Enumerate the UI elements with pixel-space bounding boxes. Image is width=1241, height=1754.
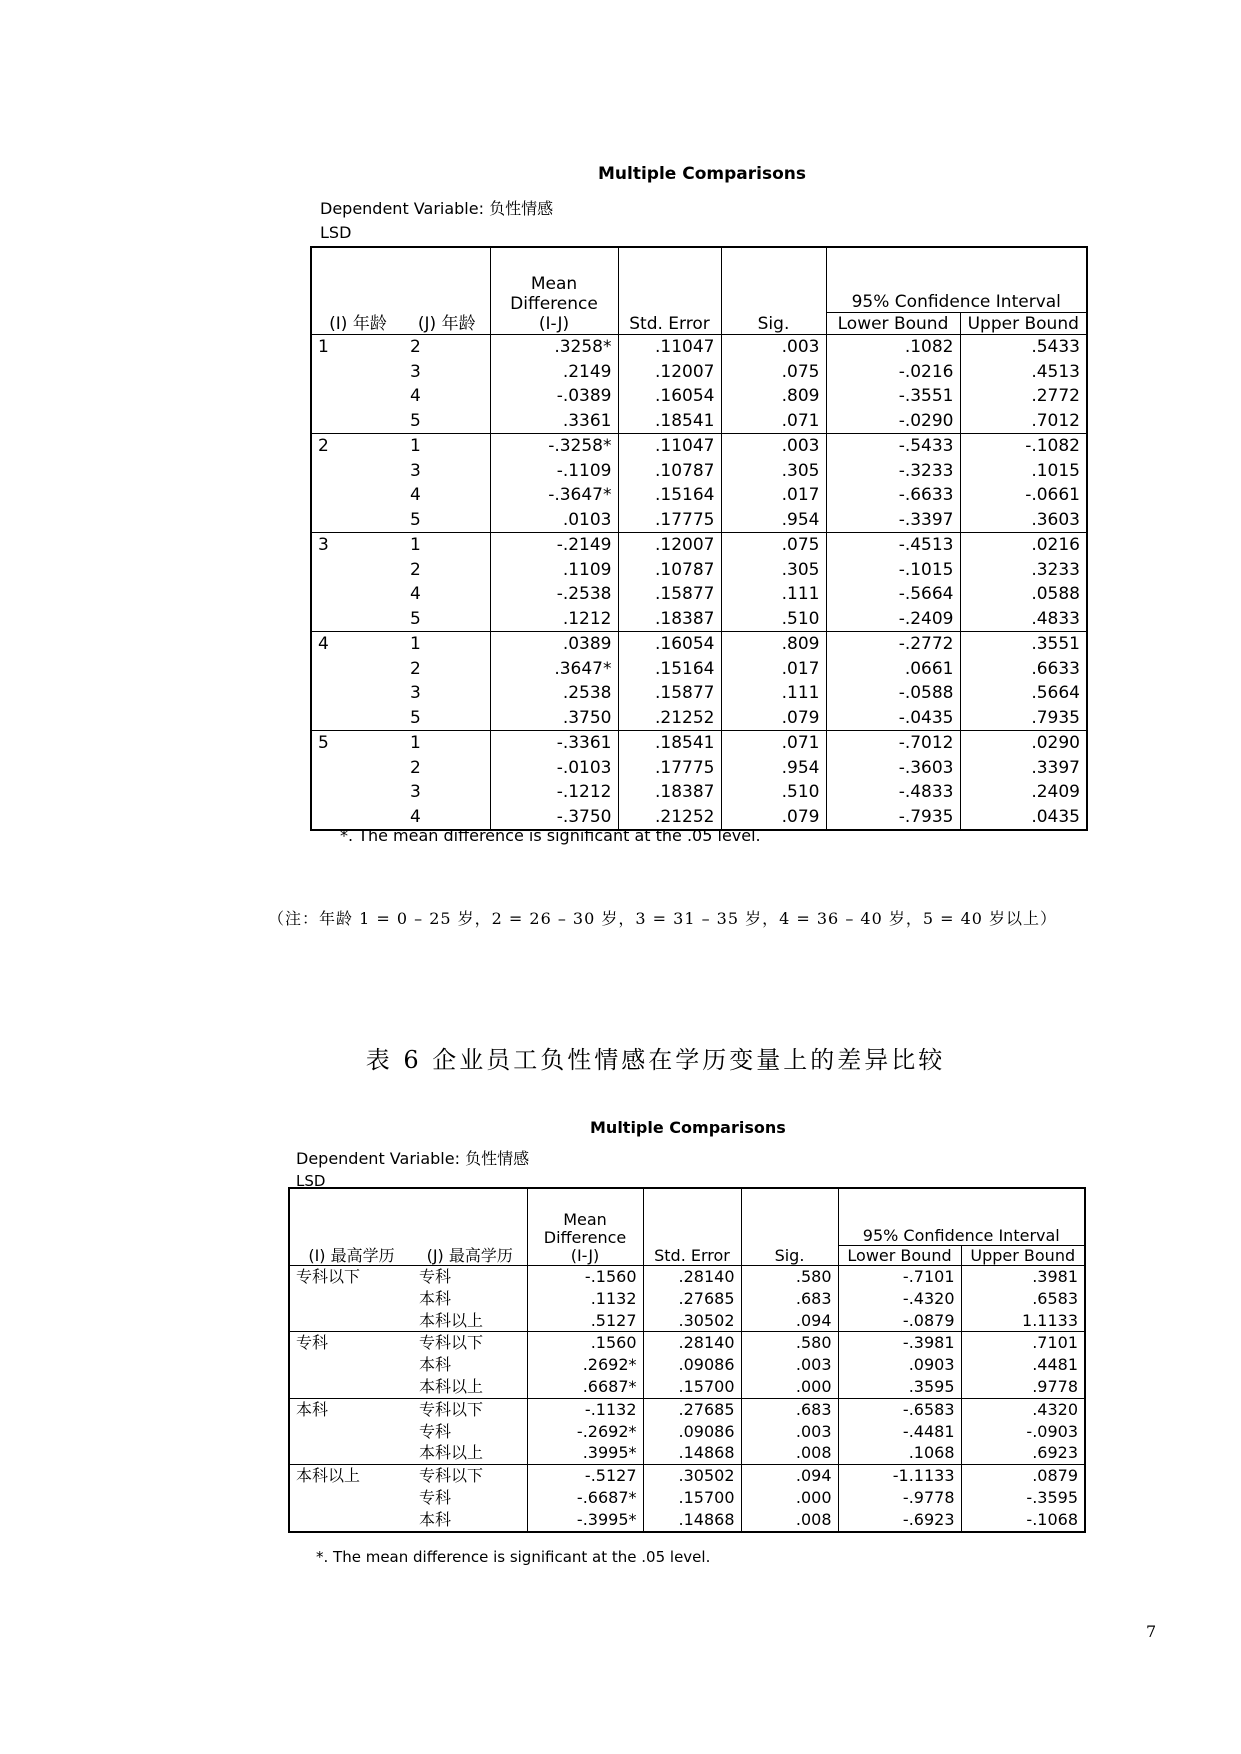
table-row (311, 434, 1087, 459)
table-row (289, 1288, 1085, 1310)
cell-std-error: .30502 (643, 1310, 741, 1332)
cell-mean-difference: .3361 (490, 409, 618, 434)
cell-group-i (311, 681, 404, 706)
cell-upper-bound: -.1082 (960, 434, 1087, 459)
cell-upper-bound: .0588 (1031, 584, 1080, 604)
cell-group-i: 3 (311, 533, 404, 558)
cell-sig: .683 (741, 1288, 838, 1310)
cell-group-j: 4 (404, 582, 490, 607)
table2-footnote: *. The mean difference is significant at the .05 level. (316, 1548, 711, 1566)
cell-std-error: .17775 (618, 756, 721, 781)
cell-upper-bound: .5433 (1031, 337, 1080, 357)
header-mean-line2: Difference (510, 294, 598, 314)
cell-mean-difference: -.1212 (490, 780, 618, 805)
cell-std-error: .11047 (618, 434, 721, 459)
header-mean-line2: Difference (543, 1228, 627, 1247)
table-row (289, 1354, 1085, 1376)
table-row (289, 1421, 1085, 1443)
cell-mean-difference: .1132 (527, 1288, 643, 1310)
header-upper-bound: Upper Bound (960, 312, 1087, 334)
cell-sig: .079 (721, 805, 826, 831)
cell-group-i (311, 508, 404, 533)
cell-mean-difference: -.1109 (490, 459, 618, 484)
cell-sig: .111 (721, 681, 826, 706)
table-row (289, 1332, 1085, 1354)
table-row (311, 681, 1087, 706)
cell-mean-difference: .5127 (527, 1310, 643, 1332)
table2-method: LSD (296, 1172, 326, 1190)
cell-upper-bound: .5664 (1031, 683, 1080, 703)
table-row (289, 1442, 1085, 1464)
cell-group-j: 本科 (413, 1509, 527, 1532)
cell-sig: .111 (721, 582, 826, 607)
table-row (311, 360, 1087, 385)
table-row (311, 706, 1087, 731)
cell-group-j: 专科以下 (413, 1332, 527, 1354)
cell-group-i (289, 1354, 413, 1376)
cell-mean-difference: .6687* (527, 1376, 643, 1398)
cell-mean-difference: -.3361 (490, 731, 618, 756)
cell-mean-difference: .2149 (490, 360, 618, 385)
cell-std-error: .15700 (643, 1487, 741, 1509)
header-mean-line3: (I-J) (570, 1246, 600, 1265)
cell-mean-difference: -.6687* (527, 1487, 643, 1509)
table-row (311, 607, 1087, 632)
table1-dependent-variable: Dependent Variable: 负性情感 (320, 199, 554, 218)
cell-sig: .305 (721, 459, 826, 484)
cell-upper-bound: -.0661 (1025, 485, 1080, 505)
cell-lower-bound: -.0290 (826, 409, 960, 434)
cell-group-j: 2 (404, 657, 490, 682)
table-row (311, 384, 1087, 409)
cell-std-error: .21252 (618, 706, 721, 731)
cell-std-error: .28140 (643, 1332, 741, 1354)
cell-upper-bound: .3233 (1031, 559, 1080, 580)
cell-group-j: 专科 (413, 1487, 527, 1509)
header-lower-bound: Lower Bound (826, 312, 960, 334)
cell-mean-difference: -.3258* (490, 434, 618, 459)
cell-std-error: .18541 (618, 409, 721, 434)
cell-std-error: .16054 (618, 632, 721, 657)
cell-group-j: 1 (404, 632, 490, 657)
cell-lower-bound: -.4320 (838, 1288, 961, 1310)
cell-sig: .003 (741, 1354, 838, 1376)
cell-sig: .075 (721, 360, 826, 385)
cell-lower-bound: -1.1133 (838, 1465, 961, 1487)
cell-group-i (289, 1487, 413, 1509)
cell-lower-bound: .1082 (826, 335, 960, 360)
cell-group-j: 3 (404, 780, 490, 805)
cell-group-j: 3 (404, 459, 490, 484)
cell-group-j: 2 (404, 756, 490, 781)
cell-group-j: 专科 (413, 1421, 527, 1443)
cell-group-i (289, 1421, 413, 1443)
table1-body (311, 335, 1087, 831)
header-upper-bound: Upper Bound (961, 1246, 1085, 1266)
cell-lower-bound: -.6583 (838, 1398, 961, 1420)
header-std-error: Std. Error (618, 247, 721, 335)
cell-std-error: .15877 (618, 582, 721, 607)
cell-group-i (289, 1509, 413, 1532)
cell-sig: .580 (741, 1266, 838, 1288)
cell-mean-difference: -.3750 (490, 805, 618, 831)
header-i: (I) 最高学历 (289, 1188, 413, 1266)
cell-group-i (311, 483, 404, 508)
table-row (311, 335, 1087, 360)
header-confidence-interval: 95% Confidence Interval (826, 247, 1087, 312)
table-row (289, 1465, 1085, 1487)
cell-sig: .003 (741, 1421, 838, 1443)
cell-group-j: 专科 (413, 1266, 527, 1288)
cell-upper-bound: .9778 (1032, 1376, 1078, 1396)
cell-upper-bound: .3397 (1031, 757, 1080, 778)
cell-group-j: 4 (404, 483, 490, 508)
cell-upper-bound: .0216 (960, 533, 1087, 558)
cell-group-j: 专科以下 (413, 1465, 527, 1487)
table-row (311, 508, 1087, 533)
cell-upper-bound: .6583 (1032, 1288, 1078, 1308)
cell-mean-difference: .0389 (490, 632, 618, 657)
cell-group-j: 5 (404, 607, 490, 632)
cell-group-j: 专科以下 (413, 1398, 527, 1420)
cell-lower-bound: -.7012 (826, 731, 960, 756)
cell-lower-bound: -.7101 (838, 1266, 961, 1288)
table-row (311, 756, 1087, 781)
cell-upper-bound: .0290 (960, 731, 1087, 756)
cell-group-i (311, 384, 404, 409)
cell-lower-bound: -.9778 (838, 1487, 961, 1509)
cell-group-i (311, 756, 404, 781)
comparison-table-age (310, 246, 1088, 831)
cell-upper-bound: .0435 (1031, 806, 1080, 827)
table-row (289, 1376, 1085, 1398)
cell-upper-bound: .7012 (1031, 410, 1080, 431)
cell-mean-difference: -.0103 (490, 756, 618, 781)
cell-std-error: .15164 (618, 657, 721, 682)
cell-sig: .683 (741, 1398, 838, 1420)
cell-sig: .094 (741, 1310, 838, 1332)
cell-group-j: 1 (404, 533, 490, 558)
cell-std-error: .12007 (618, 360, 721, 385)
cell-upper-bound: .6923 (1032, 1443, 1078, 1463)
cell-upper-bound: .4513 (1031, 361, 1080, 382)
header-i: (I) 年龄 (311, 247, 404, 335)
cell-mean-difference: .3995* (527, 1442, 643, 1464)
cell-upper-bound: .2409 (1031, 782, 1080, 802)
cell-upper-bound: .7101 (961, 1332, 1085, 1354)
cell-sig: .008 (741, 1442, 838, 1464)
header-mean-line3: (I-J) (538, 314, 570, 334)
cell-sig: .071 (721, 731, 826, 756)
cell-group-i: 本科 (289, 1398, 413, 1420)
header-std-error: Std. Error (643, 1188, 741, 1266)
header-mean-difference (490, 247, 618, 335)
table6-caption: 表 6 企业员工负性情感在学历变量上的差异比较 (365, 1046, 946, 1074)
table-row (289, 1509, 1085, 1532)
table-row (311, 731, 1087, 756)
cell-lower-bound: -.0435 (826, 706, 960, 731)
cell-std-error: .18387 (618, 607, 721, 632)
cell-lower-bound: -.0588 (826, 681, 960, 706)
table-row (311, 483, 1087, 508)
cell-std-error: .30502 (643, 1465, 741, 1487)
cell-sig: .954 (721, 756, 826, 781)
cell-mean-difference: -.2149 (490, 533, 618, 558)
cell-sig: .071 (721, 409, 826, 434)
cell-upper-bound: .2772 (1031, 386, 1080, 406)
cell-mean-difference: .1212 (490, 607, 618, 632)
table-row (289, 1398, 1085, 1420)
cell-lower-bound: -.3551 (826, 384, 960, 409)
cell-lower-bound: -.3603 (826, 756, 960, 781)
cell-std-error: .18541 (618, 731, 721, 756)
cell-sig: .510 (721, 780, 826, 805)
cell-sig: .809 (721, 384, 826, 409)
cell-lower-bound: -.1015 (826, 558, 960, 583)
cell-sig: .510 (721, 607, 826, 632)
cell-std-error: .15700 (643, 1376, 741, 1398)
cell-upper-bound: .3551 (960, 632, 1087, 657)
cell-sig: .075 (721, 533, 826, 558)
cell-group-j: 本科 (413, 1354, 527, 1376)
cell-upper-bound: .3603 (1031, 509, 1080, 530)
cell-mean-difference: .2692* (527, 1354, 643, 1376)
cell-sig: .003 (721, 434, 826, 459)
cell-lower-bound: .3595 (838, 1376, 961, 1398)
cell-sig: .580 (741, 1332, 838, 1354)
cell-group-i (311, 657, 404, 682)
cell-group-i (311, 582, 404, 607)
cell-mean-difference: -.1560 (527, 1266, 643, 1288)
cell-group-i: 2 (311, 434, 404, 459)
cell-lower-bound: -.3233 (826, 459, 960, 484)
table1-footnote: *. The mean difference is significant at the .05 level. (340, 826, 761, 845)
table-row (311, 459, 1087, 484)
cell-group-i (311, 607, 404, 632)
cell-group-j: 本科以上 (413, 1310, 527, 1332)
cell-std-error: .09086 (643, 1421, 741, 1443)
cell-group-j: 2 (404, 335, 490, 360)
cell-lower-bound: -.3981 (838, 1332, 961, 1354)
cell-upper-bound: 1.1133 (1022, 1310, 1078, 1330)
cell-std-error: .27685 (643, 1288, 741, 1310)
cell-mean-difference: -.5127 (527, 1465, 643, 1487)
cell-mean-difference: .1560 (527, 1332, 643, 1354)
cell-mean-difference: .3750 (490, 706, 618, 731)
cell-group-j: 3 (404, 360, 490, 385)
cell-sig: .017 (721, 657, 826, 682)
cell-lower-bound: -.0216 (826, 360, 960, 385)
table-row (289, 1310, 1085, 1332)
cell-mean-difference: -.3647* (490, 483, 618, 508)
cell-group-j: 2 (404, 558, 490, 583)
table-row (311, 533, 1087, 558)
cell-group-j: 4 (404, 384, 490, 409)
cell-group-j: 本科以上 (413, 1376, 527, 1398)
cell-mean-difference: -.3995* (527, 1509, 643, 1532)
cell-std-error: .21252 (618, 805, 721, 831)
cell-lower-bound: -.5664 (826, 582, 960, 607)
age-group-note: （注：年龄 1 = 0 – 25 岁，2 = 26 – 30 岁，3 = 31 – 35 岁，4 = 36 – 40 岁，5 = 40 岁以上） (268, 909, 1058, 928)
cell-group-i: 1 (318, 337, 329, 357)
cell-lower-bound: -.6633 (826, 483, 960, 508)
cell-sig: .017 (721, 483, 826, 508)
cell-upper-bound: .3981 (1032, 1267, 1078, 1286)
table-row (311, 409, 1087, 434)
cell-lower-bound: -.6923 (838, 1509, 961, 1532)
cell-sig: .809 (721, 632, 826, 657)
cell-upper-bound: .6633 (1031, 658, 1080, 679)
cell-group-i: 本科以上 (289, 1465, 413, 1487)
cell-group-i (289, 1310, 413, 1332)
table-row (311, 780, 1087, 805)
cell-group-j: 3 (404, 681, 490, 706)
comparison-table-education (288, 1187, 1086, 1533)
cell-std-error: .28140 (643, 1266, 741, 1288)
cell-group-j: 5 (404, 409, 490, 434)
cell-mean-difference: -.2538 (490, 582, 618, 607)
cell-group-i: 专科以下 (296, 1267, 361, 1286)
cell-sig: .000 (741, 1487, 838, 1509)
cell-mean-difference: -.0389 (490, 384, 618, 409)
cell-group-j: 本科以上 (413, 1442, 527, 1464)
cell-std-error: .09086 (643, 1354, 741, 1376)
cell-mean-difference: -.1132 (527, 1398, 643, 1420)
cell-sig: .954 (721, 508, 826, 533)
cell-lower-bound: -.2772 (826, 632, 960, 657)
cell-group-i (311, 409, 404, 434)
cell-lower-bound: -.7935 (826, 805, 960, 831)
cell-upper-bound: .4833 (1031, 608, 1080, 629)
cell-group-i (289, 1376, 413, 1398)
cell-group-i (311, 706, 404, 731)
header-j: (J) 最高学历 (413, 1188, 527, 1266)
cell-lower-bound: -.4481 (838, 1421, 961, 1443)
cell-mean-difference: -.2692* (527, 1421, 643, 1443)
cell-upper-bound: -.1068 (1026, 1509, 1078, 1529)
cell-sig: .079 (721, 706, 826, 731)
table-row (289, 1266, 1085, 1288)
header-mean-line1: Mean (530, 274, 578, 294)
cell-sig: .094 (741, 1465, 838, 1487)
cell-upper-bound: .7935 (1031, 707, 1080, 728)
cell-lower-bound: -.4513 (826, 533, 960, 558)
cell-std-error: .27685 (643, 1398, 741, 1420)
cell-upper-bound: .4481 (1032, 1355, 1078, 1375)
cell-upper-bound: -.3595 (1026, 1487, 1078, 1507)
cell-mean-difference: .2538 (490, 681, 618, 706)
cell-lower-bound: -.2409 (826, 607, 960, 632)
header-j: (J) 年龄 (404, 247, 490, 335)
cell-std-error: .11047 (618, 335, 721, 360)
cell-lower-bound: -.4833 (826, 780, 960, 805)
cell-lower-bound: -.0879 (838, 1310, 961, 1332)
cell-lower-bound: .0661 (826, 657, 960, 682)
table-row (289, 1487, 1085, 1509)
header-lower-bound: Lower Bound (838, 1246, 961, 1266)
table-row (311, 657, 1087, 682)
page-number: 7 (1146, 1622, 1157, 1641)
cell-group-i: 5 (311, 731, 404, 756)
cell-lower-bound: .0903 (838, 1354, 961, 1376)
cell-group-i (289, 1288, 413, 1310)
cell-lower-bound: .1068 (838, 1442, 961, 1464)
cell-mean-difference: .3258* (490, 335, 618, 360)
cell-group-i (289, 1442, 413, 1464)
cell-upper-bound: -.0903 (1026, 1421, 1078, 1441)
cell-upper-bound: .1015 (1031, 460, 1080, 481)
cell-std-error: .16054 (618, 384, 721, 409)
cell-sig: .000 (741, 1376, 838, 1398)
header-confidence-interval: 95% Confidence Interval (838, 1188, 1085, 1246)
cell-std-error: .15164 (618, 483, 721, 508)
cell-lower-bound: -.3397 (826, 508, 960, 533)
table2-dependent-variable: Dependent Variable: 负性情感 (296, 1149, 530, 1168)
cell-std-error: .14868 (643, 1442, 741, 1464)
cell-mean-difference: .1109 (490, 558, 618, 583)
table1-title: Multiple Comparisons (598, 164, 806, 184)
cell-group-i: 4 (311, 632, 404, 657)
cell-group-j: 4 (404, 805, 490, 831)
cell-group-i (311, 459, 404, 484)
table-row (311, 582, 1087, 607)
cell-std-error: .14868 (643, 1509, 741, 1532)
header-sig: Sig. (721, 247, 826, 335)
cell-sig: .305 (721, 558, 826, 583)
cell-group-j: 5 (404, 508, 490, 533)
cell-std-error: .10787 (618, 459, 721, 484)
cell-upper-bound: .0879 (961, 1465, 1085, 1487)
cell-lower-bound: -.5433 (826, 434, 960, 459)
cell-group-i (311, 780, 404, 805)
table-row (311, 558, 1087, 583)
cell-upper-bound: .4320 (961, 1398, 1085, 1420)
cell-std-error: .10787 (618, 558, 721, 583)
cell-std-error: .18387 (618, 780, 721, 805)
cell-group-j: 5 (404, 706, 490, 731)
cell-group-i: 专科 (289, 1332, 413, 1354)
table2-body (289, 1266, 1085, 1532)
cell-group-j: 1 (404, 434, 490, 459)
cell-std-error: .15877 (618, 681, 721, 706)
cell-sig: .003 (721, 335, 826, 360)
cell-mean-difference: .0103 (490, 508, 618, 533)
cell-std-error: .12007 (618, 533, 721, 558)
table-row (311, 632, 1087, 657)
cell-group-i (311, 558, 404, 583)
cell-group-i (311, 360, 404, 385)
cell-std-error: .17775 (618, 508, 721, 533)
header-mean-difference (527, 1188, 643, 1266)
table1-method: LSD (320, 223, 352, 242)
table2-title: Multiple Comparisons (590, 1118, 786, 1137)
header-sig: Sig. (741, 1188, 838, 1266)
cell-mean-difference: .3647* (490, 657, 618, 682)
cell-sig: .008 (741, 1509, 838, 1532)
cell-group-j: 1 (404, 731, 490, 756)
cell-group-j: 本科 (413, 1288, 527, 1310)
header-mean-line1: Mean (563, 1210, 607, 1229)
